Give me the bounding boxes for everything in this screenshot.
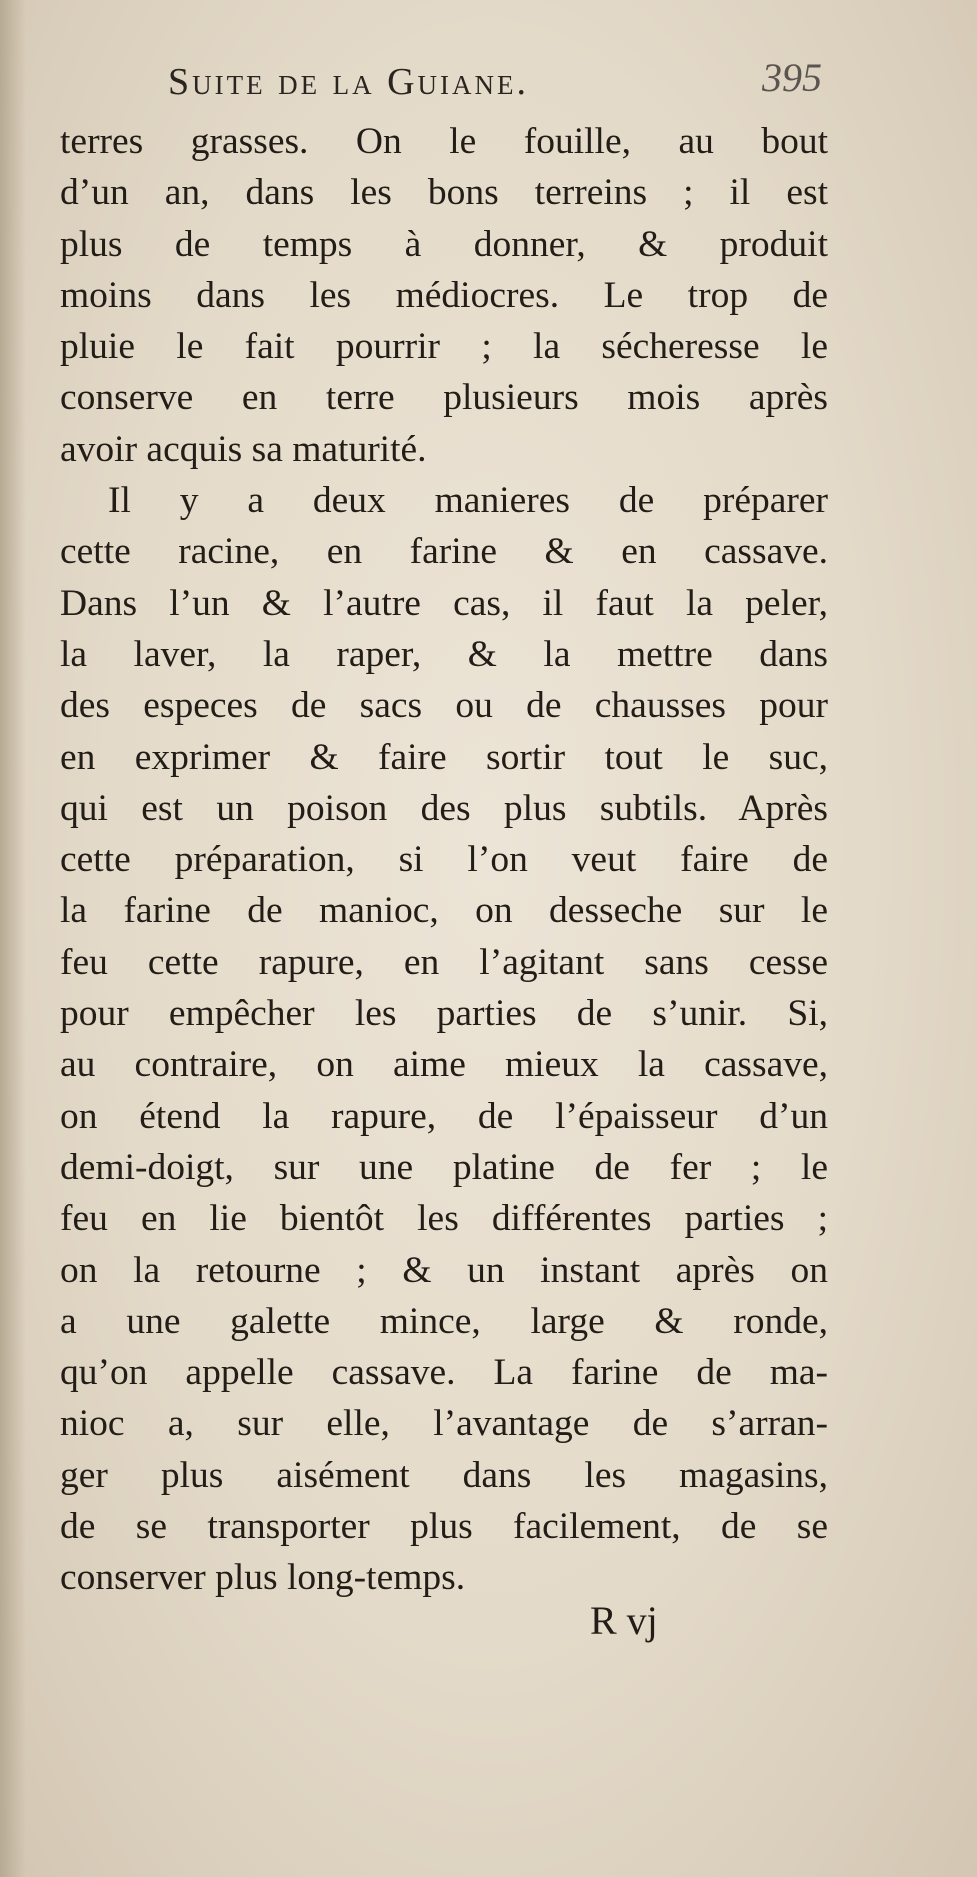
- text-line: en exprimer & faire sortir tout le suc,: [60, 736, 828, 778]
- text-line: pluie le fait pourrir ; la sécheresse le: [60, 326, 828, 368]
- running-title: Suite de la Guiane.: [168, 61, 530, 103]
- text-line: qui est un poison des plus subtils. Après: [60, 787, 828, 829]
- text-line: a une galette mince, large & ronde,: [60, 1300, 828, 1342]
- text-line: feu cette rapure, en l’agitant sans cesse: [60, 941, 828, 983]
- page-number: 395: [762, 55, 822, 100]
- text-line: plus de temps à donner, & produit: [60, 223, 828, 265]
- text-line: la farine de manioc, on desseche sur le: [60, 890, 828, 932]
- text-line: on la retourne ; & un instant après on: [60, 1249, 828, 1291]
- text-line: de se transporter plus facilement, de se: [60, 1506, 828, 1548]
- text-line: d’un an, dans les bons terreins ; il est: [60, 172, 828, 214]
- text-line: ger plus aisément dans les magasins,: [60, 1454, 828, 1496]
- text-line: feu en lie bientôt les différentes parties ;: [60, 1198, 828, 1240]
- page-header: [168, 52, 822, 112]
- text-line: au contraire, on aime mieux la cassave,: [60, 1044, 828, 1086]
- text-line: terres grasses. On le fouille, au bout: [60, 121, 828, 162]
- text-line: avoir acquis sa maturité.: [60, 428, 427, 470]
- text-line: des especes de sacs ou de chausses pour: [60, 685, 828, 727]
- text-line: moins dans les médiocres. Le trop de: [60, 274, 828, 316]
- text-line: pour empêcher les parties de s’unir. Si,: [60, 993, 828, 1035]
- text-line: la laver, la raper, & la mettre dans: [60, 633, 828, 675]
- text-line: on étend la rapure, de l’épaisseur d’un: [60, 1095, 828, 1137]
- text-line: conserver plus long-temps.: [60, 1557, 466, 1599]
- text-line: qu’on appelle cassave. La farine de ma-: [60, 1352, 828, 1394]
- text-line: cette préparation, si l’on veut faire de: [60, 839, 828, 881]
- signature-mark: R vj: [590, 1598, 658, 1643]
- text-line: Il y a deux manieres de préparer: [108, 480, 828, 522]
- text-line: Dans l’un & l’autre cas, il faut la peler,: [60, 582, 828, 624]
- text-line: cette racine, en farine & en cassave.: [60, 531, 828, 573]
- text-line: conserve en terre plusieurs mois après: [60, 377, 828, 419]
- text-line: nioc a, sur elle, l’avantage de s’arran-: [60, 1403, 828, 1445]
- body-text: [60, 116, 828, 1604]
- text-line: demi-doigt, sur une platine de fer ; le: [60, 1146, 828, 1188]
